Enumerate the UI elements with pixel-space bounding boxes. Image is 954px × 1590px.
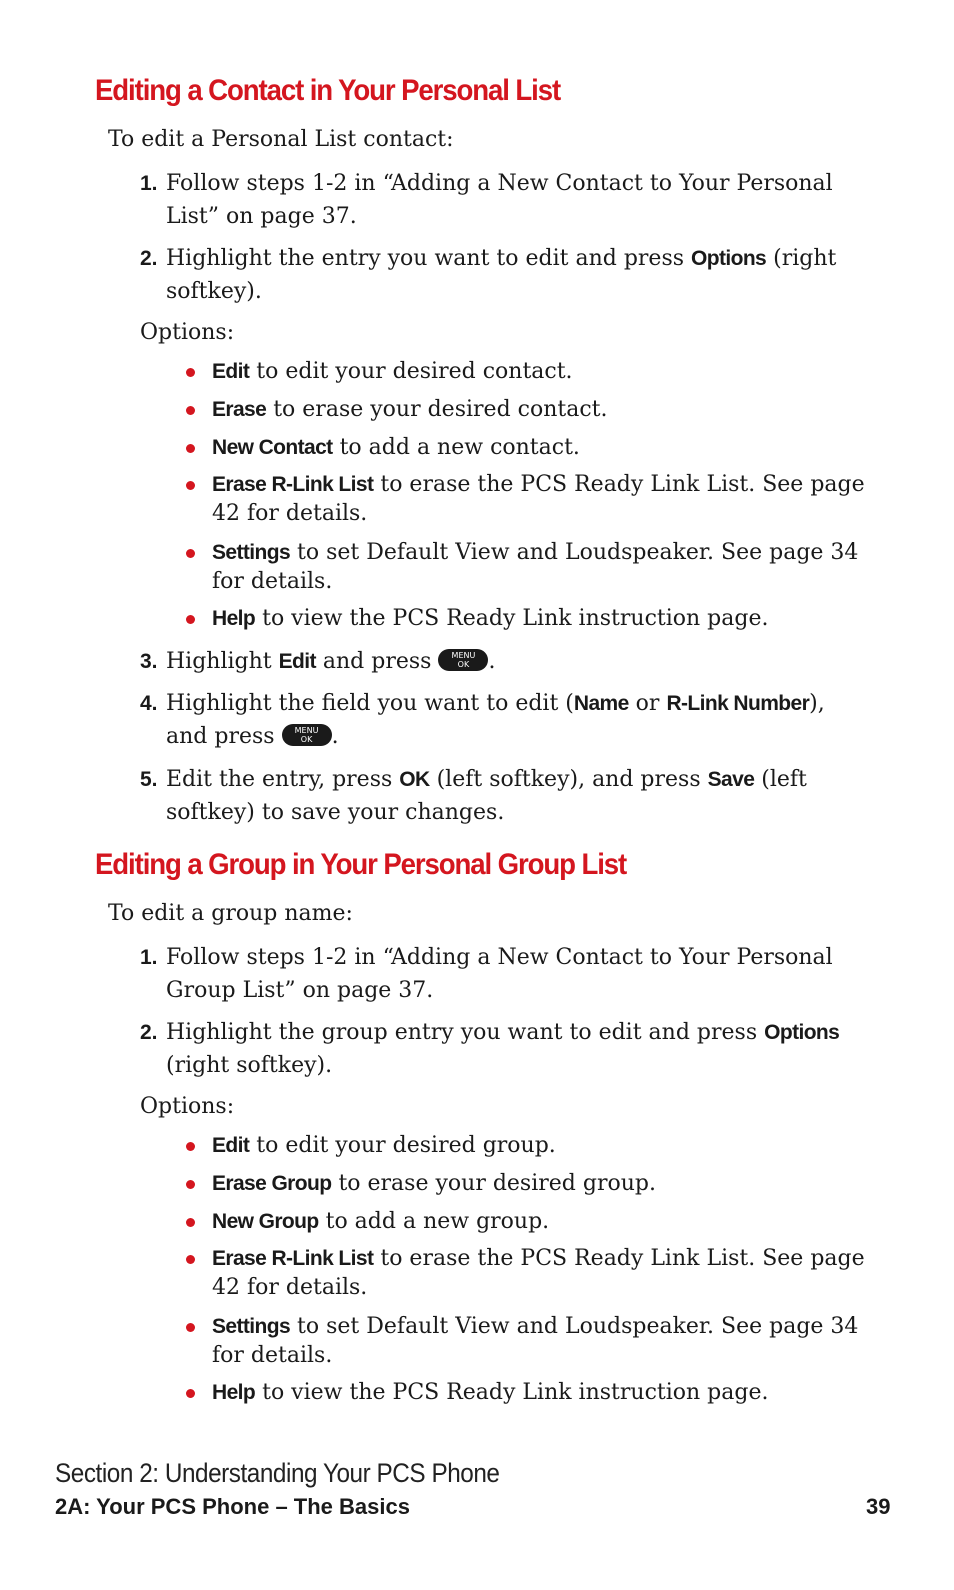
option-item bbox=[186, 433, 866, 462]
step-1 bbox=[140, 167, 860, 233]
menu-ok-key-icon: MENU OK bbox=[282, 724, 332, 746]
option-item bbox=[186, 1244, 866, 1302]
option-item bbox=[186, 538, 866, 596]
option-key: Settings bbox=[212, 1315, 291, 1338]
step-text: Highlight the field you want to edit (Name or R-Link Number), and press MENU OK . bbox=[166, 691, 825, 749]
option-key: Edit bbox=[212, 360, 250, 383]
section-heading-edit-contact: Editing a Contact in Your Personal List bbox=[95, 74, 561, 107]
bullet-dot-icon bbox=[186, 1389, 195, 1398]
option-text: to set Default View and Loudspeaker. See page 34 for details. bbox=[212, 1314, 859, 1368]
step-number: 2. bbox=[140, 247, 158, 270]
option-text: to set Default View and Loudspeaker. See page 34 for details. bbox=[212, 540, 859, 594]
bullet-dot-icon bbox=[186, 1255, 195, 1264]
option-text: to erase your desired contact. bbox=[266, 397, 608, 422]
option-key: Edit bbox=[212, 1134, 250, 1157]
option-key: Help bbox=[212, 1381, 256, 1404]
option-item bbox=[186, 1131, 866, 1160]
step-number: 1. bbox=[140, 172, 158, 195]
bullet-dot-icon bbox=[186, 1218, 195, 1227]
step-number: 2. bbox=[140, 1021, 158, 1044]
bullet-dot-icon bbox=[186, 481, 195, 490]
option-item bbox=[186, 1378, 866, 1407]
option-text: to add a new group. bbox=[318, 1209, 550, 1234]
step-1 bbox=[140, 941, 860, 1007]
step-text: Follow steps 1-2 in “Adding a New Contact to Your Personal Group List” on page 37. bbox=[166, 945, 833, 1003]
bullet-dot-icon bbox=[186, 549, 195, 558]
option-key: Help bbox=[212, 607, 256, 630]
option-text: to view the PCS Ready Link instruction page. bbox=[255, 606, 769, 631]
option-item bbox=[186, 357, 866, 386]
option-item bbox=[186, 1169, 866, 1198]
section-heading-edit-group: Editing a Group in Your Personal Group List bbox=[95, 848, 627, 881]
option-key: Erase R-Link List bbox=[212, 1247, 374, 1270]
key-label: Name bbox=[573, 692, 629, 715]
option-text: to erase the PCS Ready Link List. See page 42 for details. bbox=[212, 1246, 865, 1300]
step-4 bbox=[140, 687, 860, 753]
step-5 bbox=[140, 763, 860, 829]
step-2 bbox=[140, 1016, 860, 1082]
footer-chapter-title: 2A: Your PCS Phone – The Basics bbox=[55, 1494, 410, 1519]
step-number: 4. bbox=[140, 692, 158, 715]
key-label: Options bbox=[764, 1021, 840, 1044]
step-text: Edit the entry, press OK (left softkey), and press Save (left softkey) to save your changes. bbox=[166, 767, 807, 825]
menu-ok-key-icon: MENU OK bbox=[438, 649, 488, 671]
bullet-dot-icon bbox=[186, 1142, 195, 1151]
bullet-dot-icon bbox=[186, 1323, 195, 1332]
step-2 bbox=[140, 242, 860, 308]
key-label: Edit bbox=[278, 650, 316, 673]
option-text: to edit your desired group. bbox=[249, 1133, 556, 1158]
key-label: Save bbox=[707, 768, 755, 791]
step-number: 5. bbox=[140, 768, 158, 791]
option-key: Erase R-Link List bbox=[212, 473, 374, 496]
step-number: 3. bbox=[140, 650, 158, 673]
option-text: to erase the PCS Ready Link List. See page 42 for details. bbox=[212, 472, 865, 526]
footer-section-title: Section 2: Understanding Your PCS Phone bbox=[55, 1458, 500, 1488]
intro-text: To edit a Personal List contact: bbox=[108, 127, 454, 152]
option-key: Erase bbox=[212, 398, 267, 421]
options-label: Options: bbox=[140, 320, 235, 345]
option-item bbox=[186, 604, 866, 633]
option-key: Settings bbox=[212, 541, 291, 564]
option-key: Erase Group bbox=[212, 1172, 332, 1195]
option-text: to add a new contact. bbox=[332, 435, 580, 460]
step-3 bbox=[140, 645, 860, 678]
bullet-dot-icon bbox=[186, 406, 195, 415]
bullet-dot-icon bbox=[186, 1180, 195, 1189]
key-label: R-Link Number bbox=[666, 692, 810, 715]
option-text: to view the PCS Ready Link instruction page. bbox=[255, 1380, 769, 1405]
step-text: Highlight the entry you want to edit and press Options (right softkey). bbox=[166, 246, 837, 304]
bullet-dot-icon bbox=[186, 368, 195, 377]
option-item bbox=[186, 1207, 866, 1236]
step-text: Follow steps 1-2 in “Adding a New Contact to Your Personal List” on page 37. bbox=[166, 171, 833, 229]
option-text: to edit your desired contact. bbox=[249, 359, 573, 384]
option-text: to erase your desired group. bbox=[331, 1171, 656, 1196]
step-text: Highlight Edit and press MENU OK . bbox=[166, 649, 496, 674]
option-key: New Group bbox=[212, 1210, 319, 1233]
page-number: 39 bbox=[866, 1494, 891, 1519]
step-number: 1. bbox=[140, 946, 158, 969]
option-item bbox=[186, 395, 866, 424]
options-label: Options: bbox=[140, 1094, 235, 1119]
key-label: OK bbox=[399, 768, 430, 791]
bullet-dot-icon bbox=[186, 444, 195, 453]
option-item bbox=[186, 470, 866, 528]
bullet-dot-icon bbox=[186, 615, 195, 624]
key-label: Options bbox=[691, 247, 767, 270]
step-text: Highlight the group entry you want to edit and press Options (right softkey). bbox=[166, 1020, 840, 1078]
option-item bbox=[186, 1312, 866, 1370]
option-key: New Contact bbox=[212, 436, 333, 459]
intro-text: To edit a group name: bbox=[108, 901, 353, 926]
